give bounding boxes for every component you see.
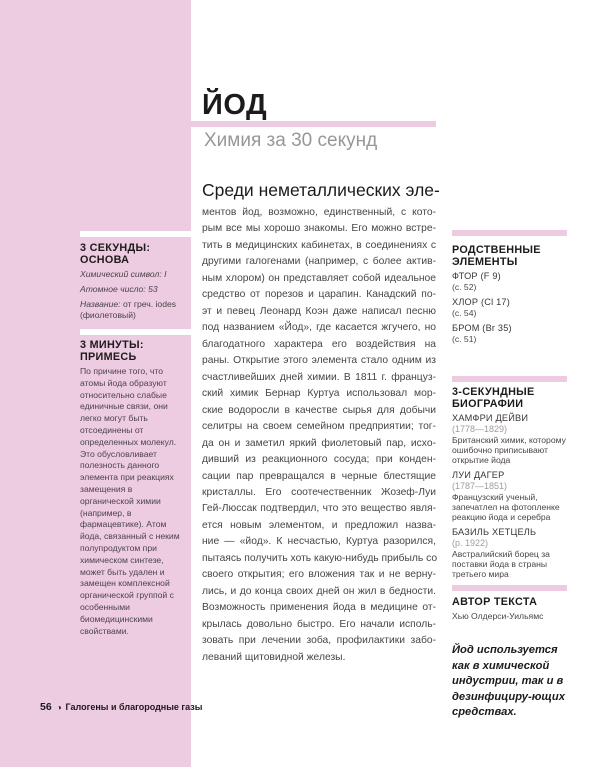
page-title: ЙОД bbox=[202, 89, 268, 121]
related-element bbox=[452, 323, 572, 344]
author-section bbox=[452, 596, 572, 621]
bio-text: Британский химик, которому ошибочно приписывают открытие йода bbox=[452, 435, 566, 465]
body-line: благодатного характера его воздействия на bbox=[202, 338, 436, 350]
minutes-section bbox=[80, 339, 188, 640]
body-line: своего открытия; его вложения так и не верну- bbox=[202, 569, 436, 581]
body-line: рым все мы хорошо знакомы. Его можно встре- bbox=[202, 223, 436, 235]
bios-heading: 3-СЕКУНДНЫЕ БИОГРАФИИ bbox=[452, 386, 535, 410]
bio-name: ЛУИ ДАГЕР bbox=[452, 470, 505, 480]
body-line: леваний щитовидной железы. bbox=[202, 651, 346, 663]
divider bbox=[80, 231, 191, 237]
bio-years: (1787—1851) bbox=[452, 481, 508, 491]
page-footer bbox=[40, 701, 202, 713]
bio-item bbox=[452, 470, 572, 522]
basics-heading: 3 СЕКУНДЫ: ОСНОВА bbox=[80, 242, 151, 266]
body-line: да он и заметил яркий фиолетовый пар, исхо- bbox=[202, 437, 436, 449]
body-line: раны. Открытие этого элемента стало одним из bbox=[202, 355, 436, 367]
body-line: под названием «Йод», где касается жгучего, но bbox=[202, 322, 436, 334]
body-line: Гей-Люссак подтвердил, что это вещество явля- bbox=[202, 503, 436, 515]
related-page: (с. 54) bbox=[452, 308, 477, 318]
related-heading: РОДСТВЕННЫЕ ЭЛЕМЕНТЫ bbox=[452, 244, 541, 268]
related-page: (с. 52) bbox=[452, 282, 477, 292]
bios-section bbox=[452, 386, 572, 579]
bio-item bbox=[452, 413, 572, 465]
body-line: другими галогенами (например, с более актив- bbox=[202, 256, 436, 268]
bio-name: ХАМФРИ ДЕЙВИ bbox=[452, 413, 529, 423]
related-element bbox=[452, 271, 572, 292]
body-line: ментов йод, возможно, единственный, с кото- bbox=[202, 207, 436, 218]
body-line: кристаллы. Его соотечественник Жозеф-Луи bbox=[202, 486, 436, 498]
name-value: от греч. iodes (фиолетовый) bbox=[80, 298, 177, 321]
body-line: тить в медицинских кабинетах, в соединениях с bbox=[202, 239, 436, 251]
body-line: селитры на своем семейном предприятии; тог- bbox=[202, 421, 436, 433]
symbol: Химический символ: I bbox=[80, 269, 167, 279]
body-line: лись, и до конца своих дней он жил в бедности. bbox=[202, 585, 436, 597]
related-element bbox=[452, 297, 572, 318]
half-circle-icon: ◑ bbox=[56, 703, 62, 712]
body-line: ские водоросли в качестве сырья для добычи bbox=[202, 404, 436, 416]
lead-text: Среди неметаллических эле- bbox=[202, 180, 440, 200]
bio-years: (р. 1922) bbox=[452, 538, 489, 548]
body-line: крылась довольно быстро. Его начали исполь- bbox=[202, 618, 436, 630]
related-name: ФТОР (F 9) bbox=[452, 271, 501, 281]
body-text bbox=[202, 205, 436, 666]
minutes-heading: 3 МИНУТЫ: ПРИМЕСЬ bbox=[80, 339, 144, 363]
body-line: счастливейших дней химии. В 1811 г. француз- bbox=[202, 371, 436, 383]
related-page: (с. 51) bbox=[452, 334, 477, 344]
author-name: Хью Олдерси-Уильямс bbox=[452, 611, 544, 621]
related-section bbox=[452, 244, 572, 349]
body-line: Возможность применения йода в медицине от- bbox=[202, 602, 436, 614]
body-line: ский химик Бернар Куртуа использовал мор- bbox=[202, 388, 436, 400]
related-name: ХЛОР (Cl 17) bbox=[452, 297, 510, 307]
bio-text: Французский ученый, запечатлел на фотопленке реакцию йода и серебра bbox=[452, 492, 560, 522]
author-heading: АВТОР ТЕКСТА bbox=[452, 596, 538, 608]
body-line: средство от порезов и царапин. Канадский по- bbox=[202, 289, 436, 301]
bio-name: БАЗИЛЬ ХЕТЦЕЛЬ bbox=[452, 527, 537, 537]
body-line: пытаясь получить хоть какую-нибудь прибыль со bbox=[202, 552, 438, 564]
bio-years: (1778—1829) bbox=[452, 424, 508, 434]
divider bbox=[452, 230, 567, 236]
pull-quote: Йод используется как в химической индустрии, так и в дезинфициру-ющих средствах. bbox=[452, 644, 565, 718]
name-label: Название: bbox=[80, 298, 121, 309]
body-line: дивший из реакционного сосуда; при конден- bbox=[202, 454, 436, 466]
body-line: ным хлором) он представляет собой идеальное bbox=[202, 272, 436, 284]
body-line: ние — «йод». К несчастью, Куртуа разорился, bbox=[202, 536, 436, 548]
body-line: ется новым элементом, и предложил назва- bbox=[202, 519, 436, 531]
title-underline bbox=[191, 121, 436, 127]
page-subtitle: Химия за 30 секунд bbox=[204, 130, 378, 151]
bio-item bbox=[452, 527, 572, 579]
page-number: 56 bbox=[40, 701, 52, 713]
basics-section bbox=[80, 242, 188, 325]
divider bbox=[80, 329, 191, 335]
minutes-text: По причине того, что атомы йода образуют относительно слабые единичные связи, они легко могут быть отсоединены от определенных молекул. Это обусловливает полезность данного элемента при реакциях замещения в органической химии (например, в фармацевтике). Атом йода, связанный с неким полупродуктом при химическом синтезе, может быть удален и замещен комплексной органической группой с особенными биомедицинскими свойствами. bbox=[80, 366, 180, 636]
body-line: эт и певец Леонард Коэн даже написал песню bbox=[202, 305, 436, 317]
body-line: сации пар превращался в черные блестящие bbox=[202, 470, 436, 482]
right-lower-column bbox=[452, 386, 572, 721]
atomic-number: Атомное число: 53 bbox=[80, 283, 158, 294]
section-name: Галогены и благородные газы bbox=[65, 702, 203, 712]
body-line: зовать при лечении зоба, профилактики забо- bbox=[202, 635, 436, 647]
related-name: БРОМ (Br 35) bbox=[452, 323, 512, 333]
divider bbox=[452, 376, 567, 382]
bio-text: Австралийский борец за поставки йода в страны третьего мира bbox=[452, 549, 550, 579]
divider bbox=[452, 585, 567, 591]
